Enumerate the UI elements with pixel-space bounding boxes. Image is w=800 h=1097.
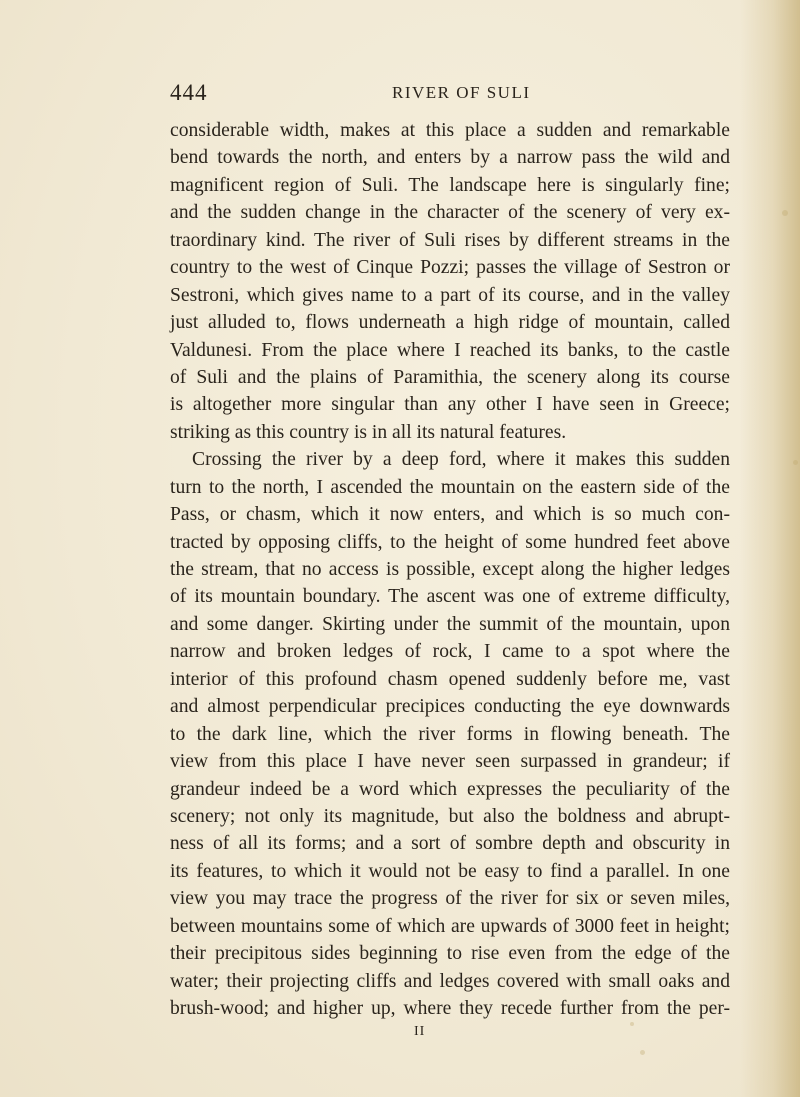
text-line: narrow and broken ledges of rock, I came to a spot where the [170,641,730,663]
text-line: scenery; not only its magnitude, but also the boldness and abrupt- [170,805,730,827]
text-line: and some danger. Skirting under the summit of the mountain, upon [170,613,730,635]
page-number: 444 [170,80,208,105]
text-line: interior of this profound chasm opened suddenly before me, vast [170,668,730,690]
page-edge-shadow [740,0,800,1097]
foxing-spot [793,460,798,465]
text-line: striking as this country is in all its natural features. [170,421,567,443]
text-line: bend towards the north, and enters by a narrow pass the wild and [170,147,730,169]
text-line: tracted by opposing cliffs, to the height of some hundred feet above [170,531,730,553]
text-line: Valdunesi. From the place where I reached its banks, to the castle [170,339,730,361]
text-line: just alluded to, flows underneath a high ridge of mountain, called [170,312,730,334]
text-line: view from this place I have never seen surpassed in grandeur; if [170,751,730,773]
text-line: ness of all its forms; and a sort of sombre depth and obscurity in [170,833,730,855]
text-line: water; their projecting cliffs and ledges covered with small oaks and [170,970,730,992]
text-line: country to the west of Cinque Pozzi; passes the village of Sestron or [170,257,730,279]
text-line: to the dark line, which the river forms in flowing beneath. The [170,723,730,745]
text-line: its features, to which it would not be easy to find a parallel. In one [170,860,730,882]
text-line: of Suli and the plains of Paramithia, the scenery along its course [170,366,730,388]
text-line: and almost perpendicular precipices conducting the eye downwards [170,696,730,718]
body-text [170,117,730,1022]
text-line: and the sudden change in the character of the scenery of very ex- [170,202,730,224]
text-line: between mountains some of which are upwards of 3000 feet in height; [170,915,730,937]
text-line: grandeur indeed be a word which expresses the peculiarity of the [170,778,730,800]
foxing-spot [782,210,788,216]
text-line: the stream, that no access is possible, except along the higher ledges [170,559,730,580]
text-line: brush-wood; and higher up, where they recede further from the per- [170,998,730,1019]
text-line: turn to the north, I ascended the mountain on the eastern side of the [170,476,730,498]
text-line: view you may trace the progress of the river for six or seven miles, [170,888,730,910]
running-head: RIVER OF SULI [392,83,531,102]
foxing-spot [640,1050,645,1055]
text-line: Pass, or chasm, which it now enters, and which is so much con- [170,504,730,526]
text-line: Sestroni, which gives name to a part of its course, and in the valley [170,284,730,306]
text-line: of its mountain boundary. The ascent was one of extreme difficulty, [170,586,730,608]
text-line: is altogether more singular than any other I have seen in Greece; [170,394,730,416]
text-line: magnificent region of Suli. The landscape here is singularly fine; [170,174,730,196]
text-line: their precipitous sides beginning to rise even from the edge of the [170,943,730,965]
foxing-spot [630,1022,634,1026]
text-line: Crossing the river by a deep ford, where it makes this sudden [192,449,730,471]
text-line: traordinary kind. The river of Suli rises by different streams in the [170,229,730,251]
page-header [170,80,730,110]
signature-mark: II [414,1024,426,1039]
text-line: considerable width, makes at this place a sudden and remarkable [170,120,730,141]
